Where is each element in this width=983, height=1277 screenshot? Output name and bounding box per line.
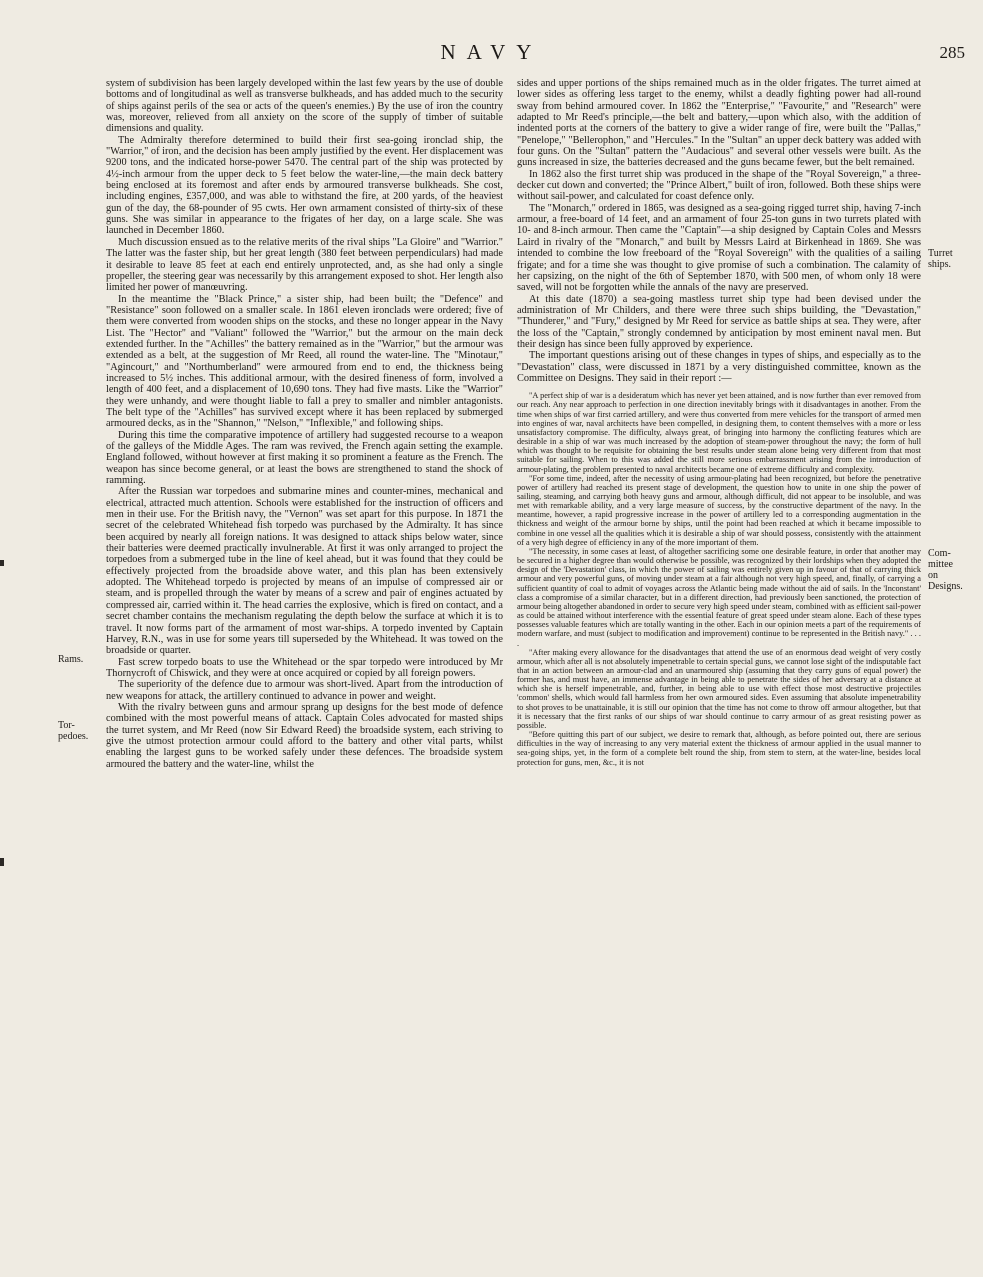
page-number: 285 xyxy=(939,43,965,62)
margin-note-line: mittee xyxy=(928,559,953,570)
margin-note-line: Com- xyxy=(928,548,951,559)
left-column xyxy=(106,78,503,770)
paragraph-turret-ships: In 1862 also the first turret ship was produced in the shape of the "Royal Sovereign," a three-decker cut down and converted; the "Prince Albert," built of iron, followed. Both these ships were without sail-power, and calculated for coast defence only. xyxy=(517,168,921,203)
report-quote: "The necessity, in some cases at least, of altogether sacrificing some one desirable feature, in order that another may be secured in a higher degree than would otherwise be possible, was recognized by their lordships when they adopted the design of the 'Devastation' class, in which the power of sailing was entirely given up in favour of that of carrying thick armour and very powerful guns, of moving under steam at a fair although not very high speed, and, finally, of carrying a sufficient quantity of coal to admit of voyages across the Atlantic being made without the aid of sails. In the 'Inconstant' class a compromise of a similar character, but in a different direction, had previously been sanctioned, the protection of armour being altogether abandoned in order to secure very high speed under steam, combined with as efficient sail-power as could be attained without interference with the essential feature of great speed under steam alone. Each of these types possesses valuable features which are totally wanting in the other. Each in our opinion meets a part of the requirements of modern warfare, and must (subject to modification and improvement) continue to be represented in the British navy." . . . . xyxy=(517,546,921,648)
paragraph-rams: During this time the comparative impotence of artillery had suggested recourse to a weapon of the galleys of the Middle Ages. The ram was revived, the French again setting the example. England followed, without however at first making it so prominent a feature as the French. The weapon has since become general, or at least the bows are strengthened to stand the shock of ramming. xyxy=(106,429,503,487)
paragraph: With the rivalry between guns and armour sprang up designs for the best mode of defence combined with the most powerful means of attack. Captain Coles advocated for masted ships the turret system, and Mr Reed (now Sir Edward Reed) the broadside system, each striving to give the utmost protection armour could afford to the battery and other vital parts, whilst enabling the largest guns to be worked safely under these defences. The broadside system armoured the battery and the water-line, whilst the xyxy=(106,701,503,770)
paragraph: Fast screw torpedo boats to use the Whitehead or the spar torpedo were introduced by Mr Thornycroft of Chiswick, and they were at once acquired or copied by all foreign powers. xyxy=(106,656,503,679)
paragraph-torpedoes: After the Russian war torpedoes and submarine mines and counter-mines, mechanical and electrical, attracted much attention. Schools were established for the instruction of officers and men in their use. For the British navy, the "Vernon" was set apart for this purpose. In 1871 the secret of the celebrated Whitehead fish torpedo was purchased by the Admiralty. It has since been acquired by nearly all foreign nations. It was designed to attack ships below water, since their batteries were deemed practically invulnerable. At first it was only arranged to project the torpedoes from a submerged tube in the line of keel ahead, but it was found that they could be effectively projected from the broadside above water, and this plan has been extensively adopted. The Whitehead torpedo is projected by means of an impulse of compressed air or steam, and is propelled through the water by means of a screw and pair of engines actuated by compressed air, carried within it. The head carries the explosive, which is fired on contact, and a secret chamber contains the mechanism regulating the depth below the surface at which it is to travel. It now forms part of the armament of most war-ships. A torpedo invented by Captain Harvey, R.N., was in use for some years till superseded by the Whitehead. It was towed on the broadside or quarter. xyxy=(106,486,503,657)
running-title: NAVY xyxy=(440,40,543,64)
margin-note-line: Tor- xyxy=(58,720,75,731)
scan-edge-mark xyxy=(0,560,4,566)
paragraph: Much discussion ensued as to the relative merits of the rival ships "La Gloire" and "Warrior." The latter was the faster ship, but her great length (380 feet between perpendiculars) had made it desirable to leave 85 feet at each end entirely unprotected, and, as she had only a single propeller, the steering gear was necessarily by this arrangement exposed to shot. Her length also limited her power of manœuvring. xyxy=(106,236,503,294)
paragraph: The "Monarch," ordered in 1865, was designed as a sea-going rigged turret ship, having 7-inch armour, a free-board of 14 feet, and an armament of four 25-ton guns in two turrets plated with 10- and 8-inch armour. Then came the "Captain"—a ship designed by Captain Coles and Messrs Laird in rivalry of the "Monarch," and built by Messrs Laird at Birkenhead in 1869. She was intended to combine the low freeboard of the "Royal Sovereign" with the qualities of a sailing frigate; and for a time she was thought to give promise of such a combination. The calamity of her capsizing, on the night of the 6th of September 1870, with 500 men, of whom only 18 were saved, will not be forgotten while the annals of the navy are preserved. xyxy=(517,202,921,294)
paragraph: In the meantime the "Black Prince," a sister ship, had been built; the "Defence" and "Resistance" soon followed on a smaller scale. In 1861 eleven ironclads were ordered; five of them were converted from wooden ships on the stocks, and these no longer appear in the Navy List. The "Hector" and "Valiant" followed the "Warrior," but the armour on the main deck extended further. In the "Achilles" the battery remained as in the "Warrior," but the armour was extended as a belt, at the suggestion of Mr Reed, all round the water-line. The "Minotaur," "Agincourt," and "Northumberland" were armoured from end to end, the thickness being increased to 5½ inches. This additional armour, with the desired fineness of form, involved a length of 400 feet, and a displacement of 10,690 tons. They had five masts. Like the "Warrior" they were unhandy, and were thought liable to fall a prey to smaller and nimbler antagonists. The belt type of the "Achilles" has survived except where it has been replaced by submerged armoured decks, as in the "Shannon," "Nelson," "Inflexible," and following ships. xyxy=(106,293,503,430)
scan-edge-mark xyxy=(0,858,4,866)
paragraph: The Admiralty therefore determined to build their first sea-going ironclad ship, the "Warrior," of iron, and the decision has been amply justified by the event. Her displacement was 9200 tons, and the indicated horse-power 5470. The central part of the ship was protected by 4½-inch armour from the upper deck to 5 feet below the water-line,—the main deck battery being enclosed at its foremost and after ends by armoured transverse bulkheads. She cost, including engines, £357,000, and was able to withstand the fire, at 200 yards, of the heaviest gun of the day, the 68-pounder of 95 cwts. Her own armament consisted of thirty-six of these guns. She was similar in appearance to the frigates of her day, on a large scale. She was launched in December 1860. xyxy=(106,134,503,237)
margin-note-committee xyxy=(928,548,963,592)
margin-note-rams: Rams. xyxy=(58,654,84,665)
report-quote: "After making every allowance for the disadvantages that attend the use of an enormous dead weight of very costly armour, which after all is not absolutely impenetrable to certain special guns, we cannot lose sight of the indisputable fact that in an action between an armour-clad and an unarmoured ship (assuming that they carry guns of equal power) the former has, and must have, an immense advantage in being able to penetrate the sides of her adversary at a distance at which she is herself impenetrable, and, further, in being able to use with effect those most destructive projectiles 'common' shells, which would fall harmless from her own armoured sides. Even assuming that absolute impenetrability to shot proves to be unattainable, it is still our opinion that the time has not come to throw off armour altogether, but that it is necessary that the first ranks of our ships of war should continue to carry armour of as great resisting power as possible. xyxy=(517,647,921,730)
paragraph: The superiority of the defence due to armour was short-lived. Apart from the introduction of new weapons for attack, the artillery continued to advance in power and weight. xyxy=(106,679,503,702)
right-column xyxy=(517,78,921,767)
margin-note-line: on xyxy=(928,570,938,581)
report-quote: "For some time, indeed, after the necessity of using armour-plating had been recognized, but before the penetrative power of artillery had reached its present stage of development, the question how to unite in one ship the power of sailing, steaming, and carrying both heavy guns and armour, although difficult, did not appear to be insoluble, and was met with remarkable ability, and a very large measure of success, by the constructive department of the navy. In the meantime, however, a rapid progressive increase in the power of artillery led to a corresponding augmentation in the thickness and weight of the armour borne by ships, until the point had been reached at which it became impossible to combine in one vessel all the qualities which it is desirable a ship of war should possess, consistently with the attainment of a very high degree of efficiency in any of the more important of them. xyxy=(517,473,921,547)
margin-note-line: Turret xyxy=(928,248,953,259)
paragraph: At this date (1870) a sea-going mastless turret ship type had been devised under the administration of Mr Childers, and there were three such ships building, the "Devastation," "Thunderer," and "Fury," designed by Mr Reed for service as battle ships at sea. They were, after the loss of the "Captain," strongly condemned by anticipation by most eminent naval men. But their design has since been fully approved by experience. xyxy=(517,293,921,350)
paragraph: system of subdivision has been largely developed within the last few years by the use of double bottoms and of longitudinal as well as transverse bulkheads, and has added much to the security of ships against perils of the sea or acts of the queen's enemies.) By the use of iron the country was, moreover, relieved from all anxiety on the score of the supply of timber of suitable dimensions and quality. xyxy=(106,78,503,135)
paragraph-committee: The important questions arising out of these changes in types of ships, and especially as to the "Devastation" class, were discussed in 1871 by a very distinguished committee, known as the Committee on Designs. They said in their report :— xyxy=(517,350,921,384)
margin-note-line: pedoes. xyxy=(58,731,89,742)
report-quote: "A perfect ship of war is a desideratum which has never yet been attained, and is now further than ever removed from our reach. Any near approach to perfection in one direction inevitably brings with it disadvantages in another. From the time when ships of war first carried artillery, and were thus converted from mere vehicles for the transport of armed men into engines of war, naval architects have been compelled, in designing them, to content themselves with a more or less unsatisfactory compromise. The difficulty, always great, of bringing into harmony the conflicting features which are desirable in a ship of war was much increased by the adoption of steam-power throughout the navy; the form of hull which was thought to be requisite for obtaining the best results under steam alone being very different from that most suitable for sailing. When to this was added the still more serious embarrassment arising from the introduction of armour-plating, the problem presented to naval architects became one of extreme difficulty and complexity. xyxy=(517,391,921,474)
margin-note-line: ships. xyxy=(928,259,952,270)
margin-note-torpedoes xyxy=(58,720,88,742)
report-quote: "Before quitting this part of our subject, we desire to remark that, although, as before pointed out, there are serious difficulties in the way of increasing to any very material extent the thickness of armour applied in the usual manner to sea-going ships, yet, in the form of a complete belt round the ship, from stem to stern, at the water-line, besides local protection for guns, men, &c., it is not xyxy=(517,730,921,767)
paragraph: sides and upper portions of the ships remained much as in the older frigates. The turret aimed at lower sides as offering less target to the enemy, whilst a deadly fighting power had all-round sway from behind armoured cover. In 1862 the "Enterprise," "Favourite," and "Research" were adapted to Mr Reed's principle,—the belt and battery,—upon which also, with the addition of indented ports at the corners of the battery to give a wider range of fire, were built the "Pallas," "Penelope," "Bellerophon," and "Hercules." In the "Sultan" an upper deck battery was added with four guns. On the "Sultan" pattern the "Audacious" and several other vessels were built. As the guns increased in size, the batteries decreased and the guns became fewer, but the belt remained. xyxy=(517,78,921,169)
margin-note-line: Designs. xyxy=(928,581,963,592)
margin-note-turret-ships xyxy=(928,248,953,270)
